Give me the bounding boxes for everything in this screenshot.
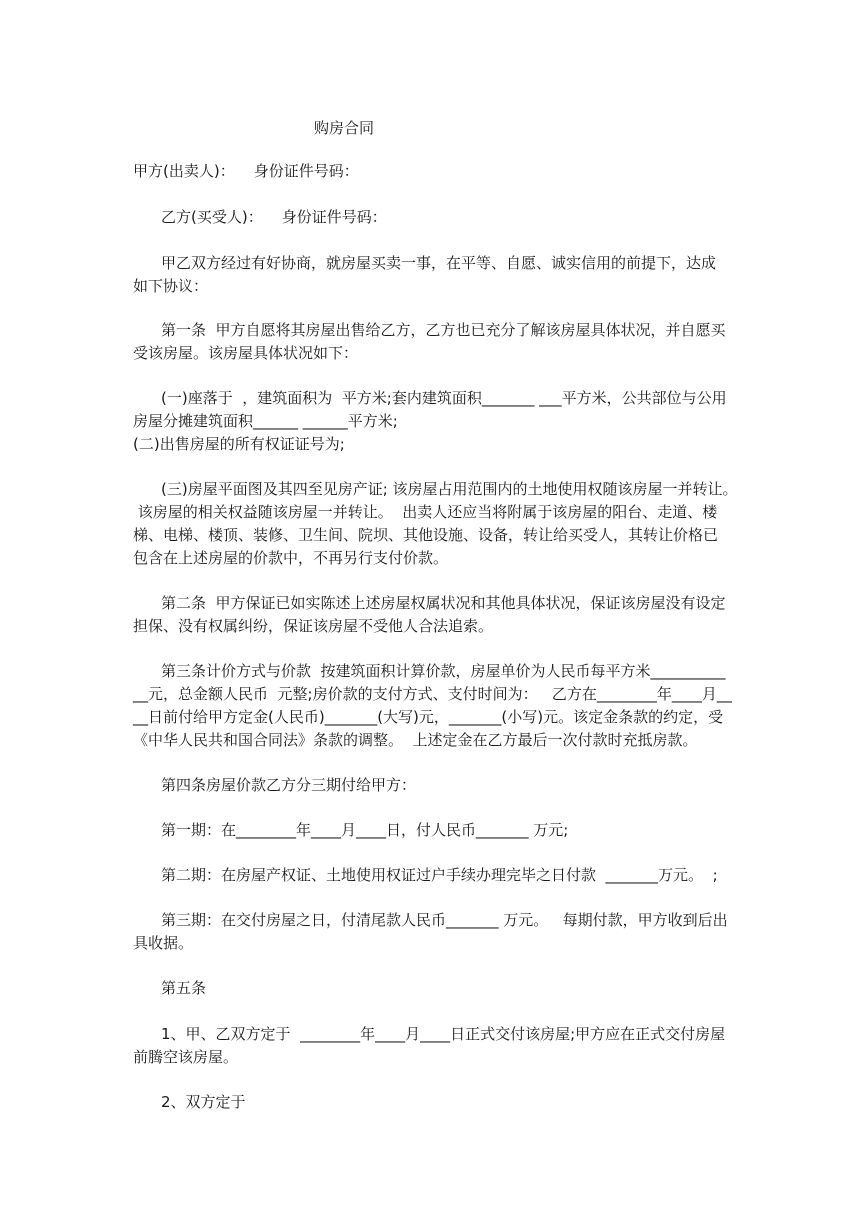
installment-3-line-2: 具收据。 — [133, 934, 194, 952]
preamble-line-1: 甲乙双方经过有好协商，就房屋买卖一事，在平等、自愿、诚实信用的前提下，达成 — [161, 254, 717, 272]
item-3-line-2: 该房屋的相关权益随该房屋一并转让。 出卖人还应当将附属于该房屋的阳台、走道、楼 — [133, 503, 718, 521]
installment-1-line: 第一期：在________年____月____日，付人民币_______ 万元; — [161, 821, 569, 839]
installment-3-line-1: 第三期：在交付房屋之日，付清尾款人民币_______ 万元。 每期付款，甲方收到后出 — [161, 911, 728, 929]
article-3-line-3: __日前付给甲方定金(人民币)_______(大写)元，_______(小写)元。该定金条款的约定，受 — [133, 708, 724, 726]
item-1-line-1: (一)座落于 ，建筑面积为 平方米;套内建筑面积_______ ___平方米，公共部位与公用 — [161, 389, 727, 407]
article-5-clause-2-line: 2、双方定于 — [161, 1093, 246, 1111]
article-5-clause-1-line-2: 前腾空该房屋。 — [133, 1048, 239, 1066]
item-3-line-3: 梯、电梯、楼顶、装修、卫生间、院坝、其他设施、设备，转让给买受人，其转让价格已 — [133, 526, 719, 544]
article-2-line-1: 第二条 甲方保证已如实陈述上述房屋权属状况和其他具体状况，保证该房屋没有设定 — [161, 594, 726, 612]
preamble-line-2: 如下协议： — [133, 277, 209, 295]
article-2-line-2: 担保、没有权属纠纷，保证该房屋不受他人合法追索。 — [133, 617, 494, 635]
article-5-heading: 第五条 — [161, 979, 207, 997]
article-4-line: 第四条房屋价款乙方分三期付给甲方： — [161, 776, 417, 794]
item-3-line-1: (三)房屋平面图及其四至见房产证; 该房屋占用范围内的土地使用权随该房屋一并转让。 — [161, 480, 738, 498]
article-1-line-2: 受该房屋。该房屋具体状况如下： — [133, 344, 359, 362]
article-3-line-2: __元，总金额人民币 元整;房价款的支付方式、支付时间为： 乙方在________年____月__ — [133, 685, 732, 703]
article-5-clause-1-line-1: 1、甲、乙双方定于 ________年____月____日正式交付该房屋;甲方应在正式交付房屋 — [161, 1025, 726, 1043]
party-a-line: 甲方(出卖人)： 身份证件号码： — [133, 162, 359, 180]
party-b-line: 乙方(买受人)： 身份证件号码： — [161, 208, 387, 226]
document-title: 购房合同 — [314, 119, 375, 137]
installment-2-line: 第二期：在房屋产权证、土地使用权证过户手续办理完毕之日付款 _______万元。 ; — [161, 866, 718, 884]
article-3-line-4: 《中华人民共和国合同法》条款的调整。 上述定金在乙方最后一次付款时充抵房款。 — [133, 731, 698, 749]
item-2-line: (二)出售房屋的所有权证证号为; — [133, 435, 345, 453]
item-3-line-4: 包含在上述房屋的价款中，不再另行支付价款。 — [133, 549, 449, 567]
item-1-line-2: 房屋分摊建筑面积______ ______平方米; — [133, 412, 398, 430]
article-3-line-1: 第三条计价方式与价款 按建筑面积计算价款，房屋单价为人民币每平方米__________ — [161, 662, 726, 680]
article-1-line-1: 第一条 甲方自愿将其房屋出售给乙方，乙方也已充分了解该房屋具体状况，并自愿买 — [161, 321, 726, 339]
